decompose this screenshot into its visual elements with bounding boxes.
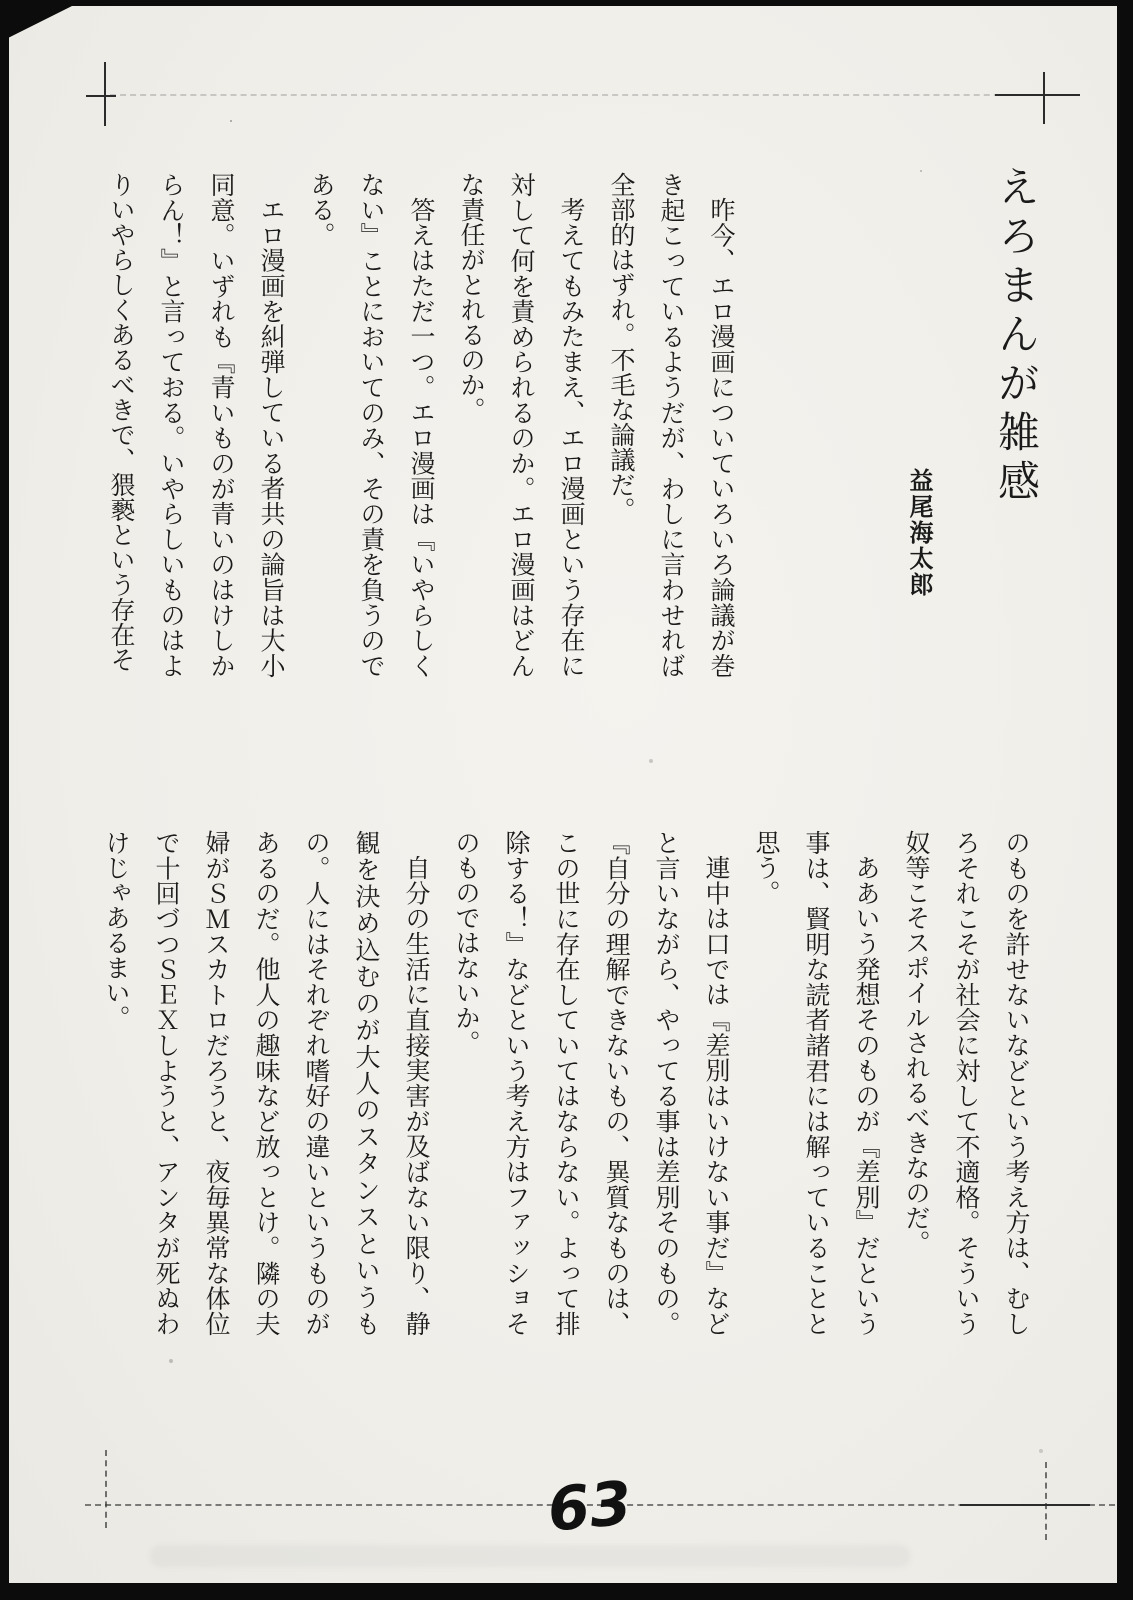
article-author: 益尾海太郎 <box>905 468 932 598</box>
paragraph: 昨今、エロ漫画についていろいろ論議が巻き起こっているようだが、わしに言わせれば全部的はずれ。不毛な論議だ。 <box>607 172 734 678</box>
paragraph: 自分の生活に直接実害が及ばない限り、静観を決め込むのが大人のスタンスというもの。人にはそれぞれ嗜好の違いというものがあるのだ。他人の趣味など放っとけ。隣の夫婦がＳＭスカトロだろうと、夜毎異常な体位で十回づつＳＥＸしようと、アンタが死ぬわけじゃあるまい。 <box>102 830 429 1337</box>
trim-mark-top-right-h <box>995 94 1080 96</box>
scan-smudge <box>150 1545 910 1567</box>
scan-border-bottom <box>0 1583 1133 1600</box>
paragraph: 答えはただ一つ。エロ漫画は『いやらしくない』ことにおいてのみ、その責を負うのである。 <box>307 172 434 678</box>
paragraph: 考えてもみたまえ、エロ漫画という存在に対して何を責められるのか。エロ漫画はどんな責任がとれるのか。 <box>457 172 584 678</box>
trim-mark-top-right <box>1043 72 1045 124</box>
trim-mark-bottom-left <box>105 1450 107 1528</box>
lower-text-block <box>88 830 1040 1336</box>
trim-mark-bottom-right <box>1045 1462 1047 1540</box>
scan-border-top <box>0 0 1133 6</box>
trim-mark-top-left-h <box>86 95 116 97</box>
trim-mark-bottom-right-h <box>960 1504 1090 1506</box>
scan-speckles <box>230 120 232 122</box>
scan-border-right <box>1117 0 1133 1600</box>
scan-border-left <box>0 0 9 1600</box>
article-title: えろまんが雑感 <box>992 165 1038 508</box>
paragraph-continuation: のものを許せないなどという考え方は、むしろそれこそが社会に対して不適格。そういう奴等こそスポイルされるべきなのだ。 <box>902 830 1029 1337</box>
upper-text-block <box>95 172 745 678</box>
page-number: 63 <box>545 1468 635 1546</box>
paragraph: ああいう発想そのものが『差別』だという事は、賢明な読者諸君には解っていることと思う。 <box>752 830 879 1336</box>
trim-line-top <box>110 94 1050 96</box>
paragraph: 連中は口では『差別はいけない事だ』などと言いながら、やってる事は差別そのもの。『自分の理解できないもの、異質なものは、この世に存在していてはならない。よって排除する！』などという考え方はファッショそのものではないか。 <box>452 830 729 1336</box>
trim-mark-top-left <box>104 62 106 126</box>
scan-corner-wedge <box>0 0 84 42</box>
paragraph: エロ漫画を糾弾している者共の論旨は大小同意。いずれも『青いものが青いのはけしからん！』と言っておる。いやらしいものはよりいやらしくあるべきで、猥褻という存在そ <box>107 172 284 679</box>
